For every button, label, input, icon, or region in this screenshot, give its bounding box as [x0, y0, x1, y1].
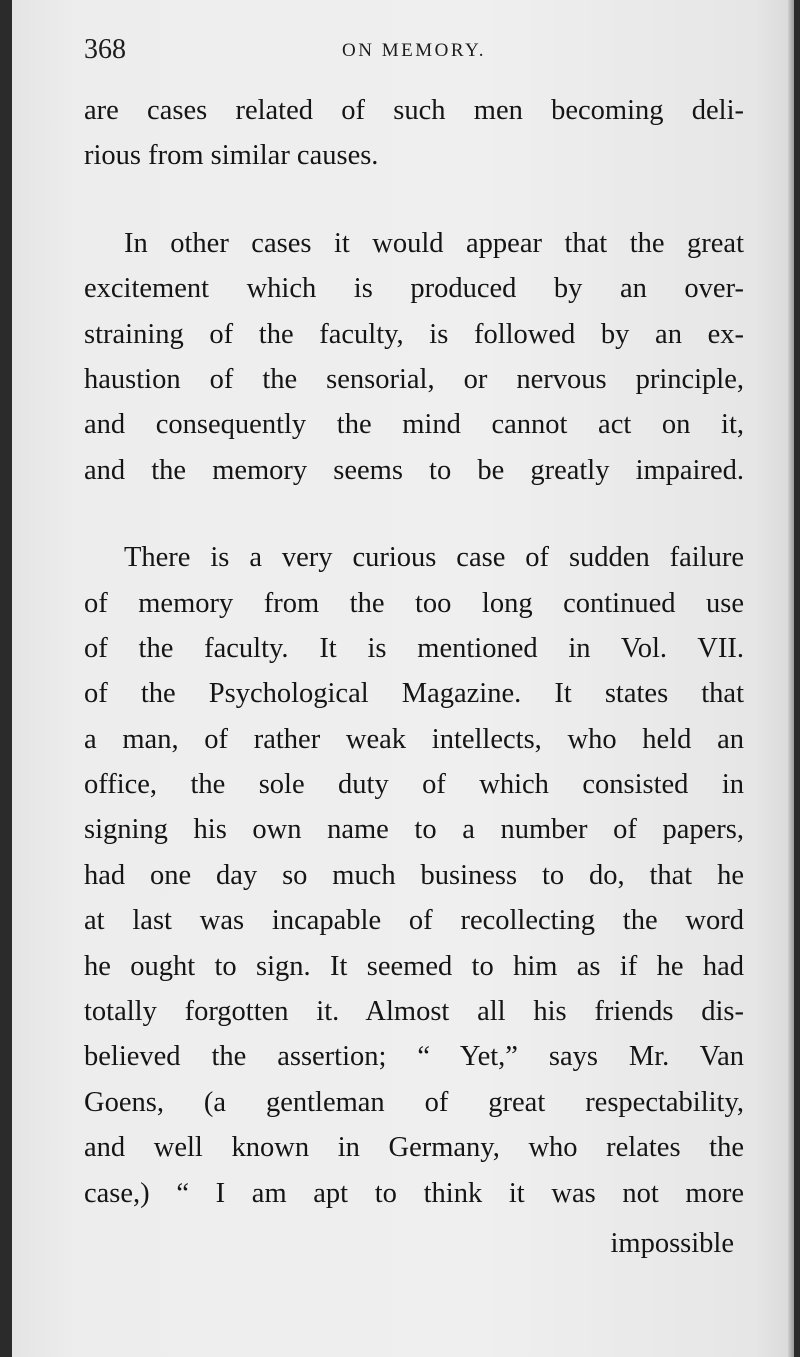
text-line: There is a very curious case of sudden failure	[124, 542, 744, 574]
running-head: ON MEMORY.	[342, 40, 486, 61]
body-text	[84, 88, 744, 1216]
text-line: In other cases it would appear that the great	[124, 227, 744, 259]
text-line: of the Psychological Magazine. It states that	[84, 678, 744, 710]
page-edge-shadow	[788, 0, 794, 1357]
text-line: case,) “ I am apt to think it was not more	[84, 1177, 744, 1209]
text-line: and consequently the mind cannot act on it,	[84, 409, 744, 441]
text-line: totally forgotten it. Almost all his friends dis-	[84, 996, 744, 1028]
paragraph-3	[84, 535, 744, 1216]
text-line: office, the sole duty of which consisted in	[84, 769, 744, 801]
catchword: impossible	[610, 1228, 734, 1259]
text-line: a man, of rather weak intellects, who held an	[84, 723, 744, 755]
text-line: Goens, (a gentleman of great respectability,	[84, 1086, 744, 1118]
text-line: excitement which is produced by an over-	[84, 273, 744, 305]
text-line: of the faculty. It is mentioned in Vol. VII.	[84, 632, 744, 664]
paragraph-1	[84, 88, 744, 179]
text-line: rious from similar causes.	[84, 140, 379, 172]
text-line: he ought to sign. It seemed to him as if he had	[84, 950, 744, 982]
text-line: had one day so much business to do, that he	[84, 859, 744, 891]
page-number: 368	[84, 34, 126, 65]
text-line: and well known in Germany, who relates the	[84, 1132, 744, 1164]
text-line: at last was incapable of recollecting the word	[84, 905, 744, 937]
text-line: straining of the faculty, is followed by an ex-	[84, 318, 744, 350]
text-line: haustion of the sensorial, or nervous principle,	[84, 363, 744, 395]
paragraph-2	[84, 221, 744, 493]
text-line: signing his own name to a number of papers,	[84, 814, 744, 846]
text-line: are cases related of such men becoming deli-	[84, 95, 744, 126]
text-line: and the memory seems to be greatly impaired.	[84, 454, 744, 486]
book-page	[12, 0, 794, 1357]
text-line: believed the assertion; “ Yet,” says Mr. Van	[84, 1041, 744, 1073]
page-header	[84, 26, 744, 70]
text-line: of memory from the too long continued use	[84, 587, 744, 619]
